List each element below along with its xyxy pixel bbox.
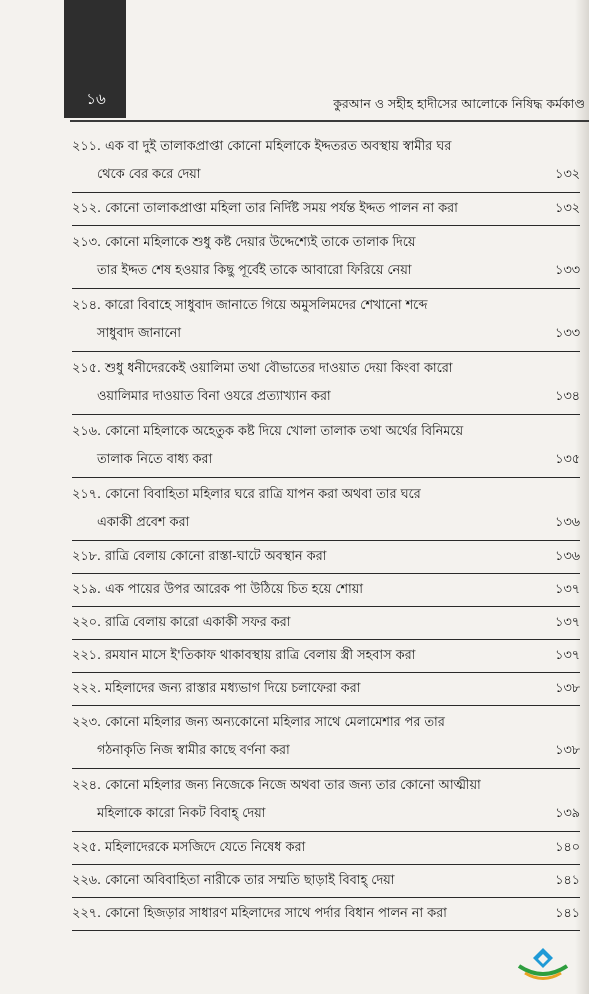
entry-title: [72, 676, 360, 701]
table-of-contents: [72, 130, 580, 931]
toc-entry: [72, 769, 580, 832]
toc-entry: [72, 640, 580, 673]
entry-title: [72, 868, 394, 893]
entry-title: [72, 773, 481, 798]
toc-entry: [72, 865, 580, 898]
running-title: কুরআন ও সহীহ হাদীসের আলোকে নিষিদ্ধ কর্মকাণ্ড: [333, 96, 585, 111]
entry-page-number: ১৩৬: [555, 549, 580, 564]
entry-page-number: ১৪১: [555, 873, 580, 888]
toc-entry: [72, 898, 580, 931]
entry-text: কোনো মহিলাকে শুধু কষ্ট দেয়ার উদ্দেশ্যেই তাকে তালাক দিয়ে: [105, 235, 416, 250]
entry-page-number: ১৩৭: [555, 615, 580, 630]
entry-number: ২১৮.: [72, 549, 101, 564]
entry-text-continued: ওয়ালিমার দাওয়াত বিনা ওযরে প্রত্যাখ্যান করা: [97, 389, 331, 404]
toc-entry: [72, 832, 580, 865]
entry-title: [72, 643, 415, 668]
entry-page-number: ১৩২: [555, 201, 580, 216]
toc-entry: [72, 478, 580, 541]
entry-number: ২২১.: [72, 648, 102, 663]
entry-text: রাত্রি বেলায় কারো একাকী সফর করা: [105, 615, 291, 630]
entry-title: [72, 293, 427, 318]
entry-title: [72, 835, 305, 860]
publisher-logo-icon: [513, 944, 573, 984]
entry-text: এক পায়ের উপর আরেক পা উঠিয়ে চিত হয়ে শোয়া: [105, 582, 363, 597]
entry-title: [72, 356, 453, 381]
entry-page-number: ১৩৩: [555, 326, 580, 341]
entry-number: ২২৭.: [72, 906, 102, 921]
entry-text-continued: সাধুবাদ জানানো: [97, 326, 181, 341]
entry-page-number: ১৩২: [555, 167, 580, 182]
entry-text-continued: একাকী প্রবেশ করা: [97, 515, 190, 530]
entry-page-number: ১৩৭: [555, 582, 580, 597]
entry-text: মহিলাদের জন্য রাস্তার মধ্যভাগ দিয়ে চলাফেরা করা: [105, 681, 361, 696]
entry-number: ২২২.: [72, 681, 102, 696]
entry-number: ২১৯.: [72, 582, 101, 597]
toc-entry: [72, 706, 580, 769]
entry-title: [72, 482, 421, 507]
entry-title: [72, 544, 326, 569]
entry-text-continued: তালাক নিতে বাধ্য করা: [97, 452, 213, 467]
entry-text-continued: গঠনাকৃতি নিজ স্বামীর কাছে বর্ণনা করা: [97, 743, 290, 758]
toc-entry: [72, 415, 580, 478]
entry-number: ২১১.: [72, 139, 101, 154]
toc-entry: [72, 352, 580, 415]
toc-entry: [72, 193, 580, 226]
entry-page-number: ১৪০: [555, 840, 580, 855]
entry-title: [72, 610, 290, 635]
entry-text: কোনো হিজড়ার সাধারণ মহিলাদের সাথে পর্দার বিধান পালন না করা: [105, 906, 447, 921]
toc-entry: [72, 289, 580, 352]
page-number: ১৬: [86, 90, 106, 108]
entry-text: কোনো মহিলার জন্য নিজেকে নিজে অথবা তার জন্য তার কোনো আত্মীয়া: [105, 778, 481, 793]
entry-number: ২১৬.: [72, 424, 102, 439]
entry-number: ২২৬.: [72, 873, 102, 888]
entry-number: ২২৪.: [72, 778, 102, 793]
entry-text-continued: থেকে বের করে দেয়া: [97, 167, 201, 182]
entry-title: [72, 134, 451, 159]
entry-text: কোনো মহিলার জন্য অন্যকোনো মহিলার সাথে মেলামেশার পর তার: [105, 715, 445, 730]
entry-title: [72, 196, 458, 221]
entry-title: [72, 230, 415, 255]
entry-page-number: ১৩৮: [555, 743, 580, 758]
toc-entry: [72, 130, 580, 193]
entry-text: রাত্রি বেলায় কোনো রাস্তা-ঘাটে অবস্থান করা: [105, 549, 327, 564]
entry-page-number: ১৩৬: [555, 515, 580, 530]
entry-text: রমযান মাসে ই'তিকাফ থাকাবস্থায় রাত্রি বেলায় স্ত্রী সহবাস করা: [105, 648, 416, 663]
entry-number: ২১৩.: [72, 235, 102, 250]
entry-text: কোনো অবিবাহিতা নারীকে তার সম্মতি ছাড়াই বিবাহ্ দেয়া: [105, 873, 395, 888]
header-rule: [70, 120, 589, 122]
entry-text: শুধু ধনীদেরকেই ওয়ালিমা তথা বৌভাতের দাওয়াত দেয়া কিংবা কারো: [105, 361, 453, 376]
entry-page-number: ১৩৮: [555, 681, 580, 696]
entry-text: কোনো মহিলাকে অহেতুক কষ্ট দিয়ে খোলা তালাক তথা অর্থের বিনিময়ে: [105, 424, 464, 439]
entry-page-number: ১৩৯: [555, 806, 580, 821]
toc-entry: [72, 574, 580, 607]
entry-text: মহিলাদেরকে মসজিদে যেতে নিষেধ করা: [105, 840, 306, 855]
toc-entry: [72, 607, 580, 640]
entry-number: ২২৫.: [72, 840, 102, 855]
entry-text: কারো বিবাহে সাধুবাদ জানাতে গিয়ে অমুসলিমদের শেখানো শব্দে: [105, 298, 428, 313]
entry-number: ২১২.: [72, 201, 102, 216]
toc-entry: [72, 541, 580, 574]
toc-entry: [72, 226, 580, 289]
entry-number: ২২৩.: [72, 715, 102, 730]
entry-title: [72, 710, 445, 735]
entry-text: এক বা দুই তালাকপ্রাপ্তা কোনো মহিলাকে ইদ্দতরত অবস্থায় স্বামীর ঘর: [105, 139, 452, 154]
entry-page-number: ১৩৩: [555, 263, 580, 278]
entry-number: ২১৭.: [72, 487, 102, 502]
entry-page-number: ১৩৭: [555, 648, 580, 663]
entry-text-continued: তার ইদ্দত শেষ হওয়ার কিছু পূর্বেই তাকে আবারো ফিরিয়ে নেয়া: [97, 263, 412, 278]
entry-number: ২১৫.: [72, 361, 101, 376]
entry-page-number: ১৩৪: [555, 389, 580, 404]
entry-text: কোনো তালাকপ্রাপ্তা মহিলা তার নির্দিষ্ট সময় পর্যন্ত ইদ্দত পালন না করা: [105, 201, 458, 216]
entry-text: কোনো বিবাহিতা মহিলার ঘরে রাত্রি যাপন করা অথবা তার ঘরে: [105, 487, 421, 502]
entry-number: ২২০.: [72, 615, 102, 630]
entry-title: [72, 901, 447, 926]
entry-page-number: ১৩৫: [555, 452, 580, 467]
toc-entry: [72, 673, 580, 706]
entry-number: ২১৪.: [72, 298, 101, 313]
entry-text-continued: মহিলাকে কারো নিকট বিবাহ্ দেয়া: [97, 806, 266, 821]
entry-title: [72, 419, 463, 444]
entry-title: [72, 577, 363, 602]
entry-page-number: ১৪১: [555, 906, 580, 921]
